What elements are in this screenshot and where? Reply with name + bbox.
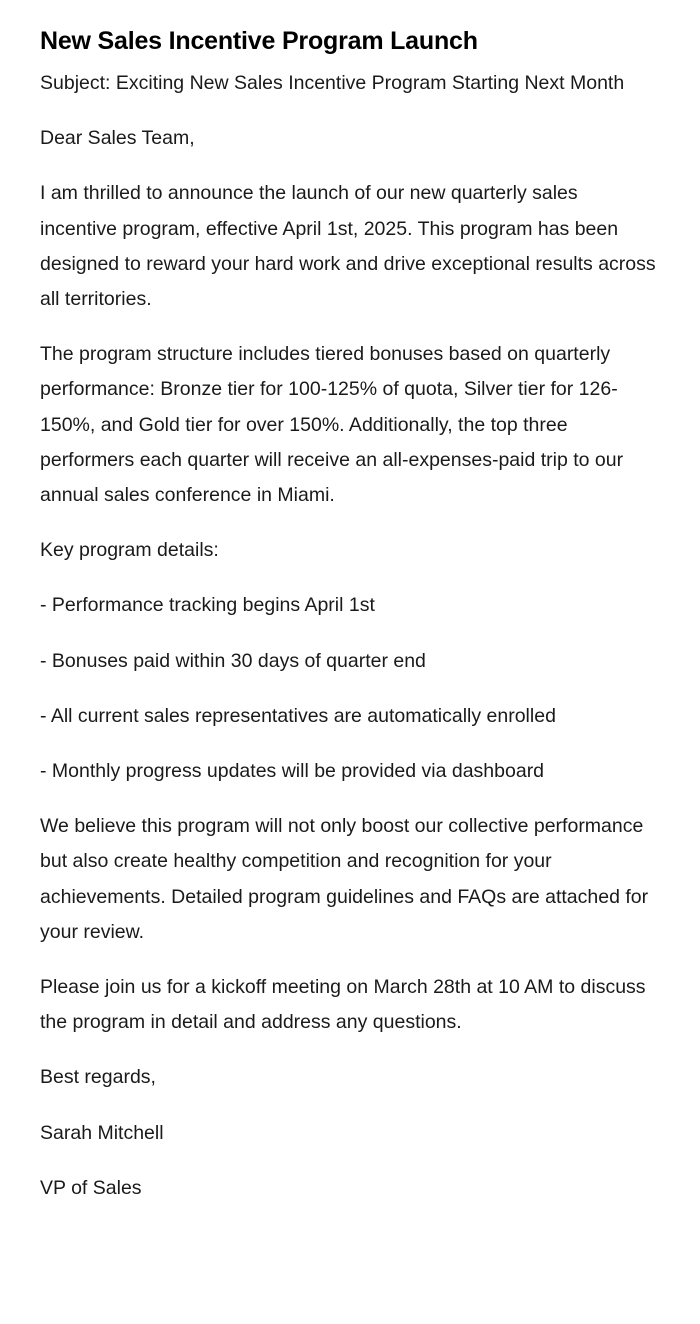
detail-item: - Performance tracking begins April 1st bbox=[40, 594, 375, 617]
closing: Best regards, bbox=[40, 1066, 156, 1089]
detail-item: - Bonuses paid within 30 days of quarter end bbox=[40, 649, 426, 672]
structure-paragraph: The program structure includes tiered bonuses based on quarterly performance: Bronze tier for 100-125% of quota, Silver tier for 126-150%, and Gold tier for over 150%. Additionally, the top three performers each quarter will receive an all-expenses-paid trip to our annual sales conference in Miami. bbox=[40, 343, 624, 507]
greeting: Dear Sales Team, bbox=[40, 127, 195, 150]
intro-paragraph: I am thrilled to announce the launch of our new quarterly sales incentive program, effective April 1st, 2025. This program has been designed to reward your hard work and drive exceptional results across all territories. bbox=[40, 182, 656, 311]
details-heading: Key program details: bbox=[40, 539, 219, 562]
belief-paragraph: We believe this program will not only boost our collective performance but also create healthy competition and recognition for your achievements. Detailed program guidelines and FAQs are attached for your review. bbox=[40, 815, 649, 943]
sender-name: Sarah Mitchell bbox=[40, 1121, 164, 1144]
detail-item: - All current sales representatives are automatically enrolled bbox=[40, 704, 556, 727]
sender-title: VP of Sales bbox=[40, 1176, 142, 1199]
meeting-paragraph: Please join us for a kickoff meeting on March 28th at 10 AM to discuss the program in detail and address any questions. bbox=[40, 976, 646, 1034]
page-title: New Sales Incentive Program Launch bbox=[40, 27, 478, 55]
detail-item: - Monthly progress updates will be provided via dashboard bbox=[40, 760, 545, 783]
subject-line: Subject: Exciting New Sales Incentive Program Starting Next Month bbox=[40, 72, 625, 94]
